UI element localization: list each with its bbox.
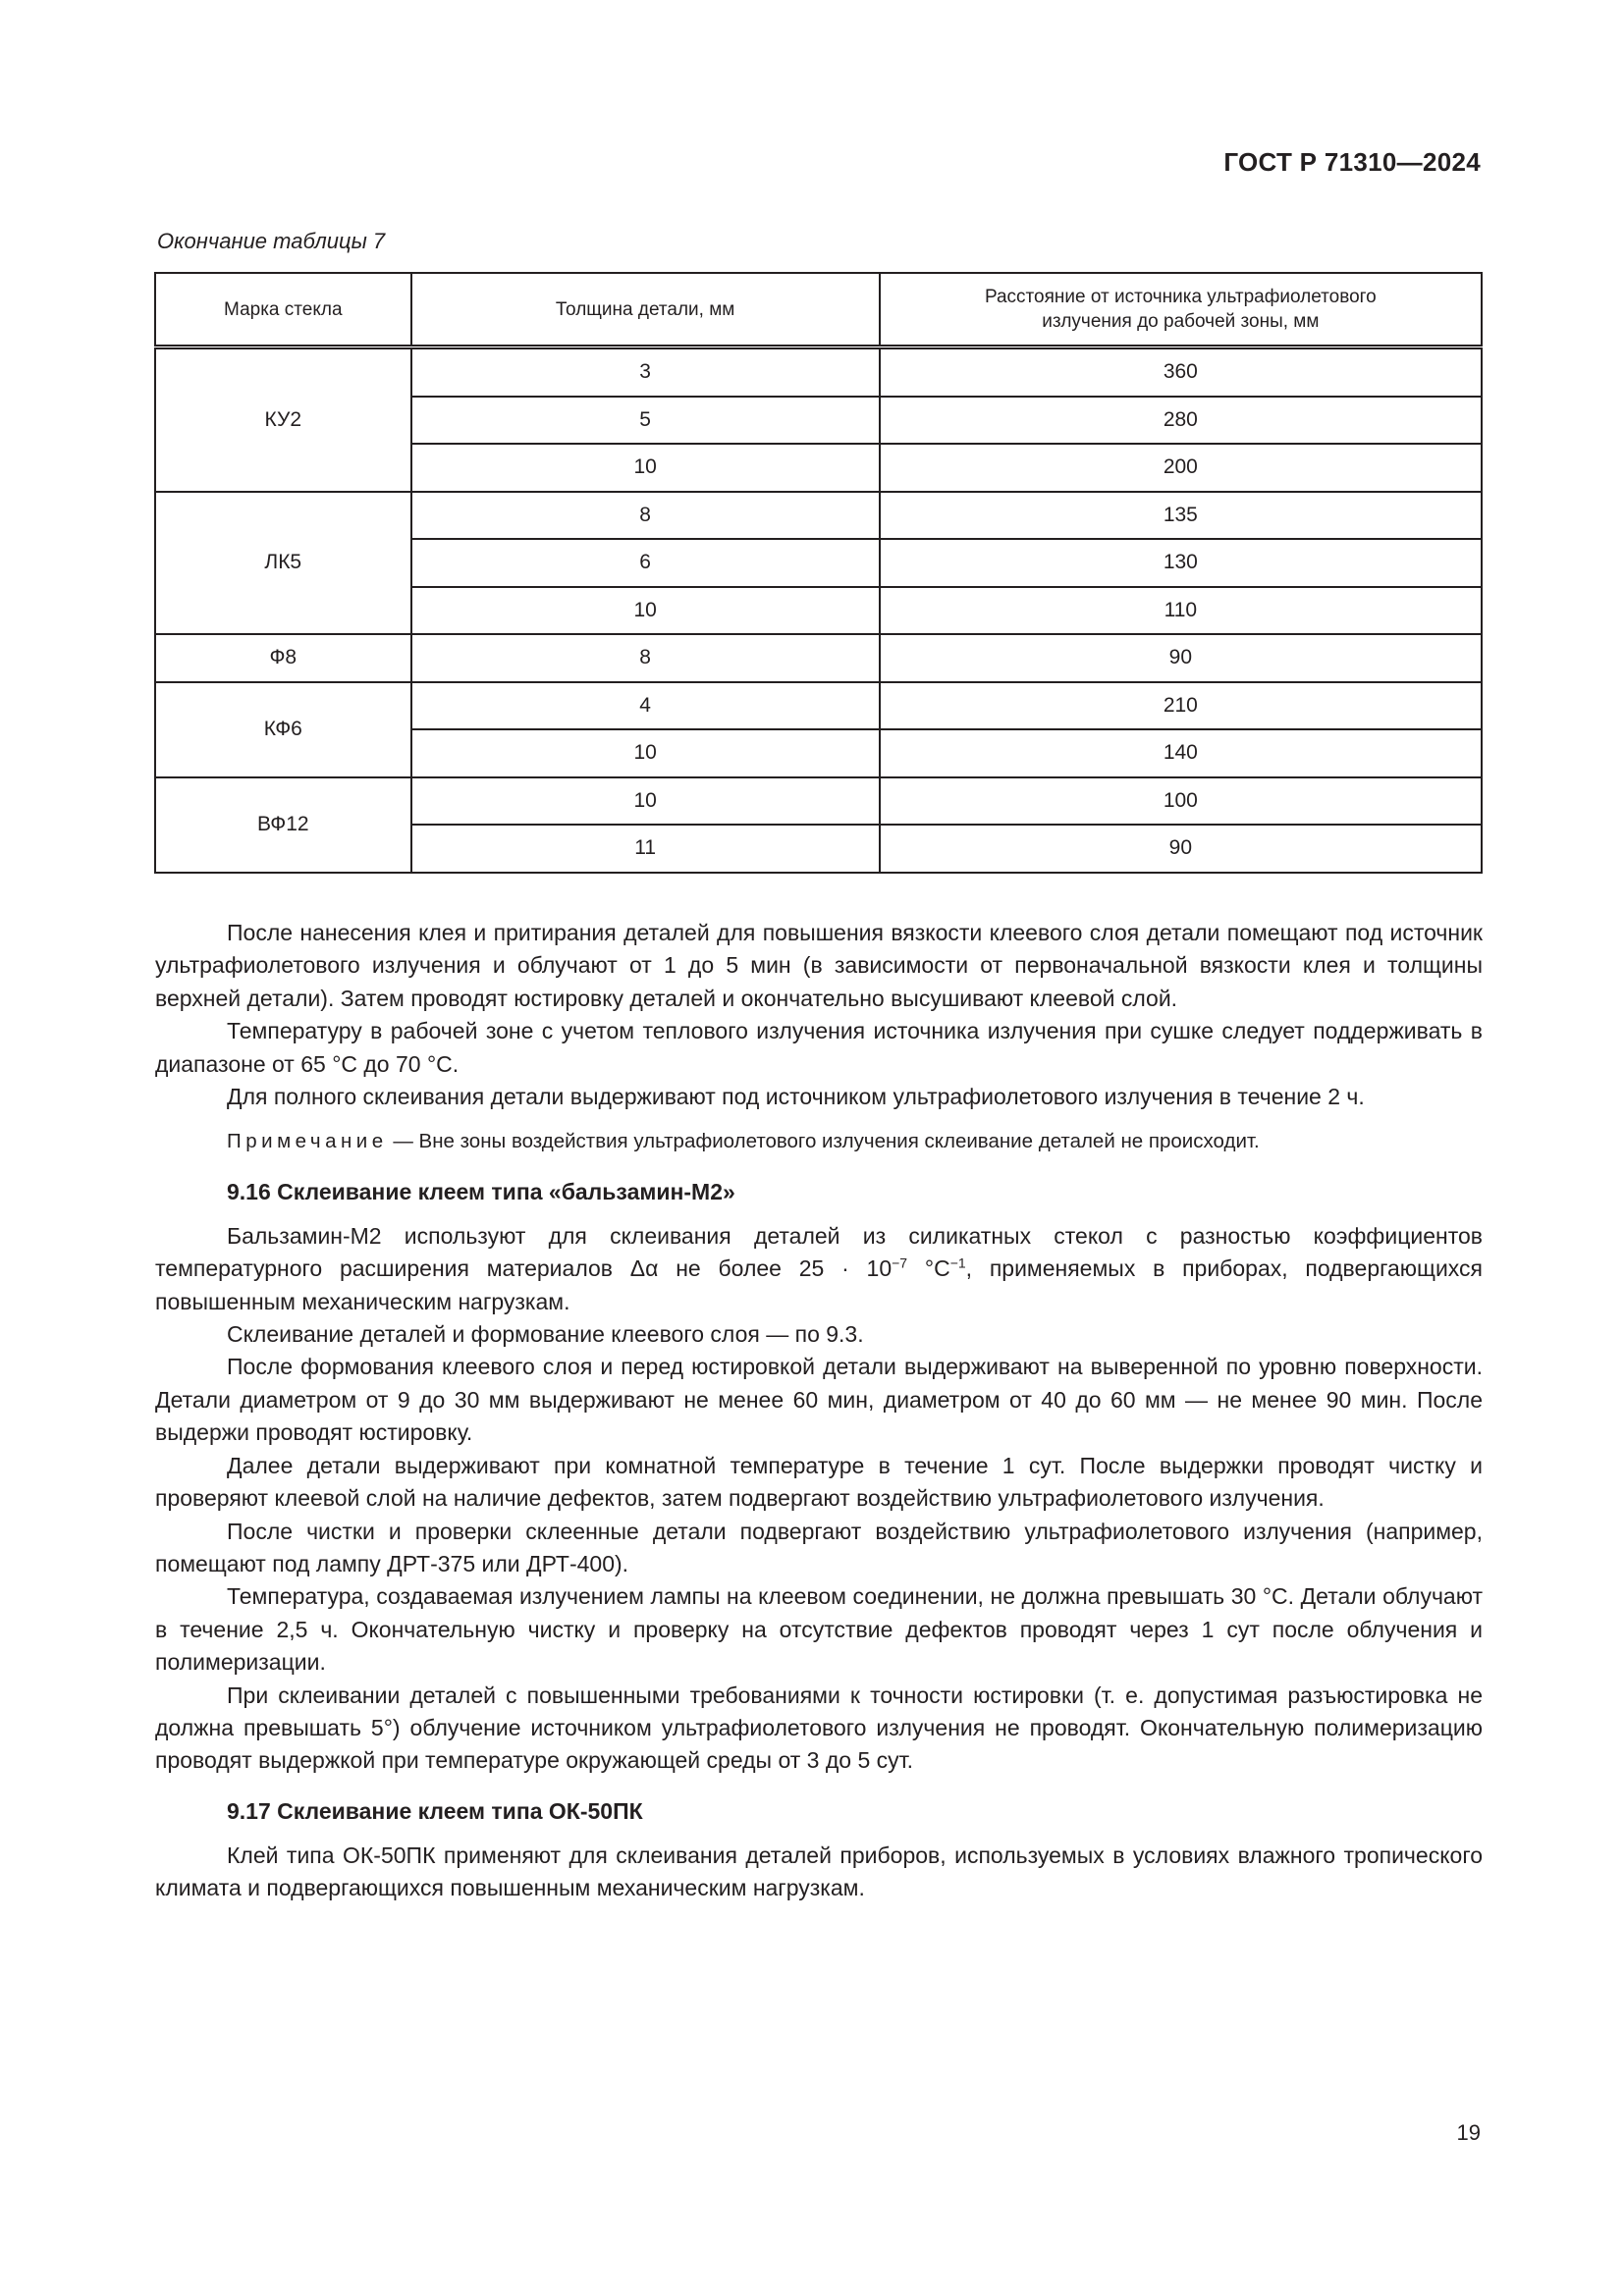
table-row [155,682,1482,730]
paragraph: Для полного склеивания детали выдерживают под источником ультрафиолетового излучения в течение 2 ч. [227,1084,1365,1110]
distance-cell: 100 [880,777,1482,826]
page-number: 19 [1456,2120,1481,2145]
paragraph-text: , применяемых в приборах, подвергающихся повышенным механическим нагрузкам. [155,1255,1483,1314]
note [155,1125,1483,1157]
note-text: — Вне зоны воздействия ультрафиолетового излучения склеивание деталей не происходит. [387,1130,1260,1153]
thickness-cell: 10 [411,729,880,777]
paragraph: Склеивание деталей и формование клеевого слоя — по 9.3. [227,1321,864,1348]
section-heading-9-17: 9.17 Склеивание клеем типа ОК-50ПК [227,1797,643,1824]
column-header-thickness: Толщина детали, мм [411,273,880,347]
glass-cell: КУ2 [155,347,411,492]
glass-distance-table [154,272,1483,874]
distance-cell: 90 [880,634,1482,682]
glass-cell: Ф8 [155,634,411,682]
thickness-cell: 8 [411,492,880,540]
paragraph: Температуру в рабочей зоне с учетом теплового излучения источника излучения при сушке следует поддерживать в диапазоне от 65 °С до 70 °С. [155,1018,1483,1077]
distance-cell: 140 [880,729,1482,777]
thickness-cell: 10 [411,444,880,492]
thickness-cell: 6 [411,539,880,587]
paragraph-text: °С [907,1255,950,1282]
distance-cell: 360 [880,347,1482,397]
glass-cell: ЛК5 [155,492,411,635]
distance-cell: 110 [880,587,1482,635]
thickness-cell: 5 [411,397,880,445]
paragraph: Далее детали выдерживают при комнатной температуре в течение 1 сут. После выдержки проводят чистку и проверяют клеевой слой на наличие дефектов, затем подвергают воздействию ультрафиолетового излучения. [155,1452,1483,1512]
glass-cell: КФ6 [155,682,411,777]
thickness-cell: 4 [411,682,880,730]
thickness-cell: 11 [411,825,880,873]
table-row [155,634,1482,682]
document-standard-id: ГОСТ Р 71310—2024 [1223,147,1481,177]
paragraph-text: Бальзамин-М2 используют для склеивания деталей из силикатных стекол с разностью коэффициентов температурного расширения материалов Δα не более 25 · 10 [155,1222,1483,1282]
paragraph: Клей типа ОК-50ПК применяют для склеивания деталей приборов, используемых в условиях влажного тропического климата и подвергающихся повышенным механическим нагрузкам. [155,1842,1483,1901]
section-heading-9-16: 9.16 Склеивание клеем типа «бальзамин-М2» [227,1178,735,1204]
glass-cell: ВФ12 [155,777,411,873]
table-row [155,492,1482,540]
paragraph: После чистки и проверки склеенные детали подвергают воздействию ультрафиолетового излучения (например, помещают под лампу ДРТ-375 или ДРТ-400). [155,1518,1483,1576]
distance-cell: 90 [880,825,1482,873]
column-header-glass: Марка стекла [155,273,411,347]
distance-cell: 130 [880,539,1482,587]
table-caption: Окончание таблицы 7 [157,229,386,253]
paragraph: Температура, создаваемая излучением лампы на клеевом соединении, не должна превышать 30 °С. Детали облучают в течение 2,5 ч. Окончательную чистку и проверку на отсутствие дефектов проводят через 1 сут после облучения и полимеризации. [155,1583,1483,1676]
distance-cell: 135 [880,492,1482,540]
table-row [155,777,1482,826]
superscript: −7 [892,1255,908,1271]
thickness-cell: 3 [411,347,880,397]
paragraph: После нанесения клея и притирания деталей для повышения вязкости клеевого слоя детали помещают под источник ультрафиолетового излучения и облучают от 1 до 5 мин (в зависимости от первоначальной вязкости клея и толщины верхней детали). Затем проводят юстировку деталей и окончательно высушивают клеевой слой. [155,920,1483,1011]
paragraph [155,1220,1483,1318]
distance-cell: 280 [880,397,1482,445]
paragraph: При склеивании деталей с повышенными требованиями к точности юстировки (т. е. допустимая разъюстировка не должна превышать 5°) облучение источником ультрафиолетового излучения не проводят. Окончательную полимеризацию проводят выдержкой при температуре окружающей среды от 3 до 5 сут. [155,1682,1483,1774]
thickness-cell: 10 [411,587,880,635]
thickness-cell: 8 [411,634,880,682]
note-label: Примечание [227,1130,388,1153]
table-row [155,347,1482,397]
column-header-distance: Расстояние от источника ультрафиолетового излучения до рабочей зоны, мм [880,273,1482,347]
paragraph: После формования клеевого слоя и перед юстировкой детали выдерживают на выверенной по уровню поверхности. Детали диаметром от 9 до 30 мм выдерживают не менее 60 мин, диаметром от 40 до 60 мм — не менее 90 мин. После выдержи проводят юстировку. [155,1354,1483,1446]
table-header-row [155,273,1482,347]
thickness-cell: 10 [411,777,880,826]
superscript: −1 [949,1255,966,1271]
distance-cell: 200 [880,444,1482,492]
document-body [155,917,1483,1905]
distance-cell: 210 [880,682,1482,730]
